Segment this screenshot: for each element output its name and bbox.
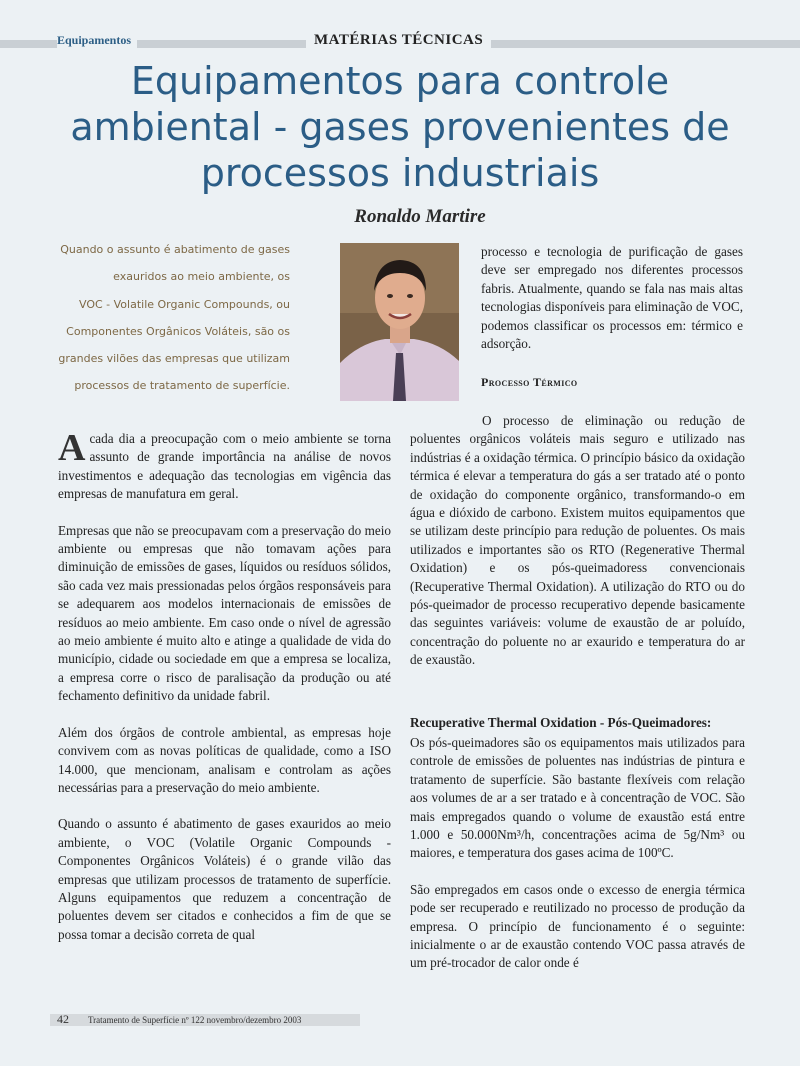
thermal-section [410, 412, 745, 670]
right-column-intro [481, 243, 743, 353]
lead-line: processos de tratamento de superfície. [74, 379, 290, 393]
body-paragraph-first [58, 427, 391, 504]
lead-line: Componentes Orgânicos Voláteis, são os [66, 324, 290, 338]
category-label: MATÉRIAS TÉCNICAS [306, 32, 491, 49]
body-paragraph: São empregados em casos onde o excesso de energia térmica pode ser recuperado e reutilizado no processo de produção da empresa. O princípio de funcionamento é o seguinte: inicialmente o ar de exaustão contendo VOC passa através de um pré-trocador de calor onde é [410, 881, 745, 971]
author-name: Ronaldo Martire [354, 206, 486, 227]
author-photo [340, 243, 459, 401]
heading-thermal-process: Processo Térmico [481, 375, 578, 389]
title-line: ambiental - gases provenientes de [70, 105, 730, 149]
body-paragraph: processo e tecnologia de purificação de gases deve ser empregado nos diferentes processos fabris. Atualmente, quando se fala nas mais altas tecnologias disponíveis para eliminação de VOC, podemos classificar os processos em: térmico e adsorção. [481, 244, 743, 352]
title-line: processos industriais [200, 151, 600, 195]
magazine-info: Tratamento de Superfície nº 122 novembro/dezembro 2003 [88, 1015, 302, 1025]
section-tag: Equipamentos [57, 33, 137, 48]
drop-cap: A [58, 427, 86, 469]
lead-line: exauridos ao meio ambiente, os [113, 270, 290, 284]
page-footer [50, 1014, 360, 1026]
body-text: cada dia a preocupação com o meio ambiente se torna assunto de grande importância na análise de novos investimentos e adequação das tecnologias em vigência das empresas de manufatura em geral. [58, 431, 391, 502]
rto-section [410, 734, 745, 973]
body-paragraph: Empresas que não se preocupavam com a preservação do meio ambiente ou empresas que não tomavam ações para diminuição de emissões de gases, líquidos ou resíduos sólidos, são cada vez mais pressionadas pelos órgãos responsáveis para se adequarem aos modelos internacionais de emissões de resíduos ao meio ambiente. Em caso onde o nível de agressão ao meio ambiente é muito alto e atinge a qualidade de vida do município, cidade ou sociedade em que a empresa se localiza, a empresa corre o risco de paralisação da produção ou até fechamento definitivo da unidade fabril. [58, 522, 391, 704]
lead-line: Quando o assunto é abatimento de gases [60, 243, 290, 256]
lead-line: grandes vilões das empresas que utilizam [58, 352, 290, 366]
title-line: Equipamentos para controle [130, 59, 670, 103]
lead-paragraph [50, 236, 290, 400]
body-paragraph: Quando o assunto é abatimento de gases exauridos ao meio ambiente, o VOC (Volatile Organic Compounds - Componentes Orgânicos Voláteis) é o grande vilão das empresas que utilizam processos de tratamento de superfície. Alguns equipamentos que reduzem a concentração de poluentes devem ser citados e conhecidos a fim de que se possa tomar a decisão correta de qual [58, 816, 391, 942]
body-paragraph: Além dos órgãos de controle ambiental, as empresas hoje convivem com as novas políticas de qualidade, como a ISO 14.000, que mencionam, analisam e controlam as ações necessárias para a preservação do meio ambiente. [58, 724, 391, 795]
author-portrait-illustration [340, 243, 459, 401]
body-paragraph: O processo de eliminação ou redução de poluentes orgânicos voláteis mais seguro e utilizado nas indústrias é a oxidação térmica. O princípio básico da oxidação térmica é elevar a temperatura do gás a ser tratado até o ponto de oxidação do componente orgânico, transformando-o em água e dióxido de carbono. Existem muitos equipamentos que se utilizam deste princípio para redução de poluentes. Os mais utilizados e importantes são os RTO (Regenerative Thermal Oxidation) e os pós-queimadoress convencionais (Recuperative Thermal Oxidation). A utilização do RTO ou do pós-queimador de processo recuperativo depende basicamente das seguintes variáveis: volume de exaustão de ar poluído, concentração do poluente no ar exaurido e temperatura do ar de exaustão. [410, 413, 745, 668]
left-column [58, 427, 391, 944]
heading-rto: Recuperative Thermal Oxidation - Pós-Queimadores: [410, 715, 712, 730]
article-title [40, 58, 760, 196]
lead-line: VOC - Volatile Organic Compounds, ou [79, 297, 290, 311]
page-number: 42 [57, 1012, 69, 1026]
body-paragraph: Os pós-queimadores são os equipamentos mais utilizados para controle de emissões de poluentes nas indústrias de pintura e tratamento de superfície. São bastante flexíveis com relação aos volumes de ar a ser tratado e à concentração de VOC. São mais empregados quando o volume de exaustão está entre 1.000 e 50.000Nm³/h, concentrações acima de 5g/Nm³ ou maiores, e temperatura dos gases acima de 100ºC. [410, 735, 745, 861]
